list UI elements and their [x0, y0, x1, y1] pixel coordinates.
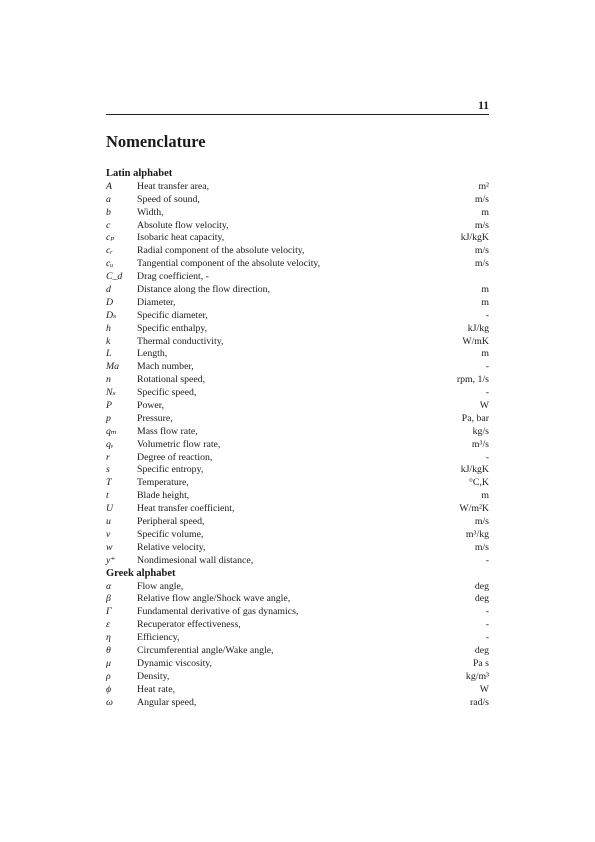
nomenclature-description: Density,: [137, 670, 170, 682]
nomenclature-row: [106, 245, 489, 258]
nomenclature-symbol: Dₛ: [106, 309, 117, 321]
nomenclature-description: Specific volume,: [137, 528, 204, 540]
nomenclature-description: Width,: [137, 206, 164, 218]
nomenclature-symbol: h: [106, 322, 111, 334]
nomenclature-description: Diameter,: [137, 296, 176, 308]
nomenclature-symbol: Ma: [106, 361, 120, 373]
nomenclature-row: [106, 194, 489, 207]
nomenclature-unit: m/s: [474, 516, 489, 528]
nomenclature-row: [106, 516, 489, 529]
nomenclature-unit: kJ/kgK: [460, 232, 489, 244]
nomenclature-row: [106, 684, 489, 697]
nomenclature-symbol: Nₛ: [106, 387, 116, 399]
nomenclature-unit: m/s: [474, 193, 489, 205]
nomenclature-row: [106, 593, 489, 606]
nomenclature-description: Isobaric heat capacity,: [137, 232, 225, 244]
nomenclature-symbol: a: [106, 193, 111, 205]
nomenclature-description: Relative velocity,: [137, 541, 206, 553]
nomenclature-row: [106, 658, 489, 671]
nomenclature-description: Specific enthalpy,: [137, 322, 208, 334]
page-number: 11: [478, 100, 489, 112]
nomenclature-row: [106, 271, 489, 284]
nomenclature-row: [106, 606, 489, 619]
nomenclature-description: Volumetric flow rate,: [137, 438, 221, 450]
nomenclature-symbol: L: [106, 348, 112, 360]
nomenclature-row: [106, 426, 489, 439]
nomenclature-description: Distance along the flow direction,: [137, 284, 271, 296]
nomenclature-description: Absolute flow velocity,: [137, 219, 229, 231]
nomenclature-unit: -: [485, 632, 489, 644]
nomenclature-row: [106, 619, 489, 632]
nomenclature-unit: -: [485, 554, 489, 566]
nomenclature-unit: kg/m³: [465, 670, 489, 682]
nomenclature-description: Drag coefficient, -: [137, 271, 209, 283]
nomenclature-row: [106, 645, 489, 658]
nomenclature-description: Heat transfer area,: [137, 180, 210, 192]
nomenclature-row: [106, 413, 489, 426]
nomenclature-unit: deg: [474, 593, 489, 605]
nomenclature-description: Mass flow rate,: [137, 425, 198, 437]
nomenclature-row: [106, 400, 489, 413]
nomenclature-unit: rpm, 1/s: [456, 374, 489, 386]
nomenclature-symbol: t: [106, 490, 109, 502]
nomenclature-symbol: A: [106, 180, 112, 192]
nomenclature-row: [106, 581, 489, 594]
nomenclature-unit: m³/s: [471, 438, 489, 450]
nomenclature-description: Length,: [137, 348, 168, 360]
nomenclature-symbol: u: [106, 516, 111, 528]
nomenclature-symbol: ε: [106, 619, 110, 631]
section-heading: Greek alphabet: [106, 567, 176, 579]
nomenclature-symbol: y⁺: [106, 554, 116, 566]
nomenclature-row: [106, 336, 489, 349]
nomenclature-row: [106, 207, 489, 220]
nomenclature-unit: -: [485, 309, 489, 321]
nomenclature-symbol: ρ: [106, 670, 111, 682]
nomenclature-unit: W/mK: [462, 335, 489, 347]
nomenclature-symbol: ω: [106, 696, 113, 708]
nomenclature-unit: m: [481, 490, 489, 502]
nomenclature-row: [106, 542, 489, 555]
nomenclature-symbol: v: [106, 528, 111, 540]
nomenclature-unit: kJ/kgK: [460, 464, 489, 476]
nomenclature-row: [106, 258, 489, 271]
nomenclature-unit: m³/kg: [465, 528, 489, 540]
nomenclature-unit: °C,K: [469, 477, 489, 489]
nomenclature-row: [106, 503, 489, 516]
nomenclature-symbol: Γ: [106, 606, 112, 618]
nomenclature-description: Specific entropy,: [137, 464, 204, 476]
nomenclature-row: [106, 671, 489, 684]
nomenclature-description: Flow angle,: [137, 580, 184, 592]
header-rule: [106, 114, 489, 115]
nomenclature-unit: W: [479, 400, 489, 412]
nomenclature-unit: deg: [474, 644, 489, 656]
nomenclature-description: Specific speed,: [137, 387, 197, 399]
nomenclature-row: [106, 374, 489, 387]
nomenclature-row: [106, 297, 489, 310]
nomenclature-unit: deg: [474, 580, 489, 592]
nomenclature-row: [106, 220, 489, 233]
nomenclature-symbol: b: [106, 206, 111, 218]
nomenclature-description: Thermal conductivity,: [137, 335, 224, 347]
nomenclature-description: Nondimesional wall distance,: [137, 554, 254, 566]
nomenclature-symbol: s: [106, 464, 110, 476]
nomenclature-description: Power,: [137, 400, 165, 412]
nomenclature-symbol: C_d: [106, 271, 123, 283]
nomenclature-description: Specific diameter,: [137, 309, 208, 321]
nomenclature-unit: m: [481, 206, 489, 218]
section-heading: Latin alphabet: [106, 168, 173, 179]
nomenclature-symbol: D: [106, 296, 114, 308]
nomenclature-description: Mach number,: [137, 361, 194, 373]
nomenclature-row: [106, 697, 489, 710]
nomenclature-unit: m/s: [474, 541, 489, 553]
nomenclature-description: Heat rate,: [137, 683, 176, 695]
nomenclature-description: Rotational speed,: [137, 374, 206, 386]
nomenclature-row: [106, 310, 489, 323]
nomenclature-row: [106, 477, 489, 490]
nomenclature-unit: -: [485, 619, 489, 631]
nomenclature-row: [106, 387, 489, 400]
nomenclature-description: Dynamic viscosity,: [137, 657, 213, 669]
nomenclature-unit: m/s: [474, 245, 489, 257]
nomenclature-description: Recuperator effectiveness,: [137, 619, 241, 631]
nomenclature-description: Tangential component of the absolute velocity,: [137, 258, 321, 270]
nomenclature-symbol: k: [106, 335, 111, 347]
nomenclature-row: [106, 439, 489, 452]
nomenclature-symbol: qₘ: [106, 425, 117, 437]
nomenclature-symbol: α: [106, 580, 112, 592]
nomenclature-description: Relative flow angle/Shock wave angle,: [137, 593, 291, 605]
nomenclature-unit: -: [485, 361, 489, 373]
nomenclature-unit: -: [485, 387, 489, 399]
nomenclature-unit: Pa, bar: [461, 412, 489, 424]
nomenclature-symbol: w: [106, 541, 113, 553]
nomenclature-symbol: θ: [106, 644, 111, 656]
nomenclature-symbol: β: [106, 593, 111, 605]
nomenclature-symbol: P: [106, 400, 112, 412]
nomenclature-symbol: r: [106, 451, 110, 463]
nomenclature-symbol: U: [106, 503, 114, 515]
nomenclature-row: [106, 323, 489, 336]
nomenclature-row: [106, 284, 489, 297]
nomenclature-description: Degree of reaction,: [137, 451, 213, 463]
nomenclature-description: Radial component of the absolute velocity,: [137, 245, 305, 257]
nomenclature-symbol: n: [106, 374, 111, 386]
nomenclature-row: [106, 361, 489, 374]
nomenclature-unit: Pa s: [472, 657, 489, 669]
nomenclature-unit: W: [479, 683, 489, 695]
nomenclature-description: Pressure,: [137, 412, 173, 424]
nomenclature-unit: m: [481, 284, 489, 296]
nomenclature-symbol: d: [106, 284, 111, 296]
nomenclature-description: Heat transfer coefficient,: [137, 503, 235, 515]
nomenclature-row: [106, 632, 489, 645]
nomenclature-description: Peripheral speed,: [137, 516, 205, 528]
nomenclature-unit: rad/s: [469, 696, 489, 708]
nomenclature-description: Speed of sound,: [137, 193, 200, 205]
nomenclature-description: Circumferential angle/Wake angle,: [137, 644, 274, 656]
nomenclature-unit: W/m²K: [459, 503, 489, 515]
nomenclature-list: [106, 168, 489, 709]
chapter-title: Nomenclature: [106, 132, 206, 151]
nomenclature-symbol: η: [106, 632, 111, 644]
nomenclature-row: [106, 452, 489, 465]
nomenclature-symbol: cᵣ: [106, 245, 113, 257]
nomenclature-row: [106, 181, 489, 194]
nomenclature-description: Angular speed,: [137, 696, 197, 708]
nomenclature-row: [106, 464, 489, 477]
nomenclature-unit: m: [481, 296, 489, 308]
nomenclature-description: Temperature,: [137, 477, 189, 489]
nomenclature-row: [106, 529, 489, 542]
nomenclature-unit: kg/s: [472, 425, 489, 437]
nomenclature-symbol: μ: [106, 657, 111, 669]
nomenclature-symbol: p: [106, 412, 111, 424]
nomenclature-unit: m/s: [474, 219, 489, 231]
nomenclature-symbol: cₚ: [106, 232, 115, 244]
nomenclature-symbol: T: [106, 477, 112, 489]
nomenclature-symbol: ϕ: [106, 683, 112, 695]
nomenclature-unit: kJ/kg: [467, 322, 489, 334]
nomenclature-row: [106, 555, 489, 568]
nomenclature-description: Fundamental derivative of gas dynamics,: [137, 606, 299, 618]
nomenclature-unit: -: [485, 451, 489, 463]
nomenclature-row: [106, 232, 489, 245]
nomenclature-description: Blade height,: [137, 490, 190, 502]
nomenclature-unit: -: [485, 606, 489, 618]
nomenclature-description: Efficiency,: [137, 632, 180, 644]
nomenclature-unit: m: [481, 348, 489, 360]
nomenclature-row: [106, 490, 489, 503]
nomenclature-row: [106, 348, 489, 361]
nomenclature-symbol: cᵤ: [106, 258, 114, 270]
nomenclature-unit: m²: [478, 180, 489, 192]
nomenclature-symbol: c: [106, 219, 111, 231]
nomenclature-unit: m/s: [474, 258, 489, 270]
nomenclature-symbol: qᵥ: [106, 438, 114, 450]
